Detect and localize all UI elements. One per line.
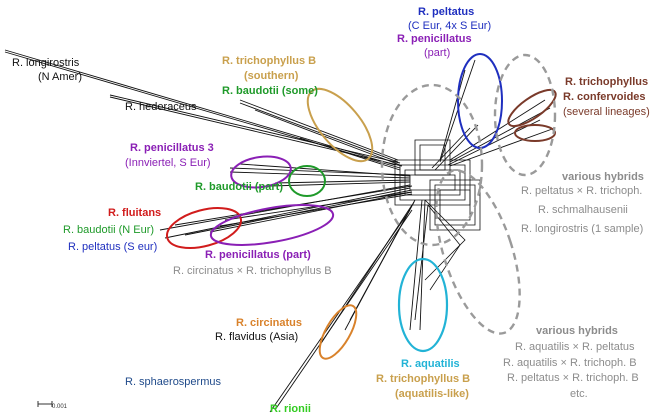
label-longirostris-sub: (N Amer)	[38, 71, 82, 83]
label-penicillatus-title: R. penicillatus	[397, 33, 472, 45]
label-aquatilis-like: (aquatilis-like)	[395, 388, 469, 400]
label-peltatus-seur: R. peltatus (S eur)	[68, 241, 158, 253]
aquatilis-ellipse	[399, 259, 447, 351]
circinatus-ellipse	[313, 300, 364, 364]
label-hybrids1-l1: R. peltatus × R. trichoph.	[521, 185, 643, 197]
label-flavidus: R. flavidus (Asia)	[215, 331, 299, 343]
label-hybrids1-l2: R. schmalhausenii	[538, 204, 628, 216]
label-circinatus-x: R. circinatus × R. trichophyllus B	[173, 265, 332, 277]
label-hybrids2-l3: R. peltatus × R. trichoph. B	[507, 372, 639, 384]
label-peltatus-title: R. peltatus	[418, 6, 475, 18]
label-hybrids2-l2: R. aquatilis × R. trichoph. B	[503, 357, 637, 369]
fluitans-ellipse	[163, 201, 246, 255]
label-several-lineages: (several lineages)	[563, 106, 650, 118]
label-penicillatus-part: R. penicillatus (part)	[205, 249, 311, 261]
label-circinatus: R. circinatus	[236, 317, 303, 329]
label-trichophyllusB-title: R. trichophyllus B	[222, 55, 317, 67]
hybrids1-ellipse-top	[495, 55, 555, 175]
label-baudotii-some: R. baudotii (some)	[222, 85, 318, 97]
label-rionii: R. rionii	[270, 403, 311, 415]
label-peltatus-sub: (C Eur, 4x S Eur)	[408, 20, 492, 32]
label-penicillatus3-sub: (Innviertel, S Eur)	[125, 157, 211, 169]
label-sphaerospermus: R. sphaerospermus	[125, 376, 221, 388]
label-hybrids2-l4: etc.	[570, 388, 588, 400]
baudotii-part-ellipse	[289, 166, 325, 196]
label-hybrids2-title: various hybrids	[536, 325, 618, 337]
label-hybrids1-title: various hybrids	[562, 171, 644, 183]
label-hederaceus: R. hederaceus	[125, 101, 197, 113]
hybrids2-ellipse	[419, 161, 536, 344]
label-scale: 0.001	[52, 404, 68, 410]
label-trichophyllus: R. trichophyllus	[565, 76, 649, 88]
scale-bar	[38, 401, 52, 407]
label-hybrids2-l1: R. aquatilis × R. peltatus	[515, 341, 635, 353]
trichophyllus-ellipse-2	[515, 125, 555, 141]
label-hybrids1-l3: R. longirostris (1 sample)	[521, 223, 644, 235]
label-aquatilis: R. aquatilis	[401, 358, 460, 370]
label-trichophyllusB-aq: R. trichophyllus B	[376, 373, 471, 385]
label-trichophyllusB-sub: (southern)	[244, 70, 299, 82]
label-confervoides: R. confervoides	[563, 91, 646, 103]
label-fluitans: R. fluitans	[108, 207, 162, 219]
label-penicillatus3: R. penicillatus 3	[130, 142, 214, 154]
label-baudotii-neur: R. baudotii (N Eur)	[63, 224, 155, 236]
label-baudotii-part: R. baudotii (part)	[195, 181, 283, 193]
label-longirostris-title: R. longirostris	[12, 57, 80, 69]
label-penicillatus-sub: (part)	[424, 47, 451, 59]
